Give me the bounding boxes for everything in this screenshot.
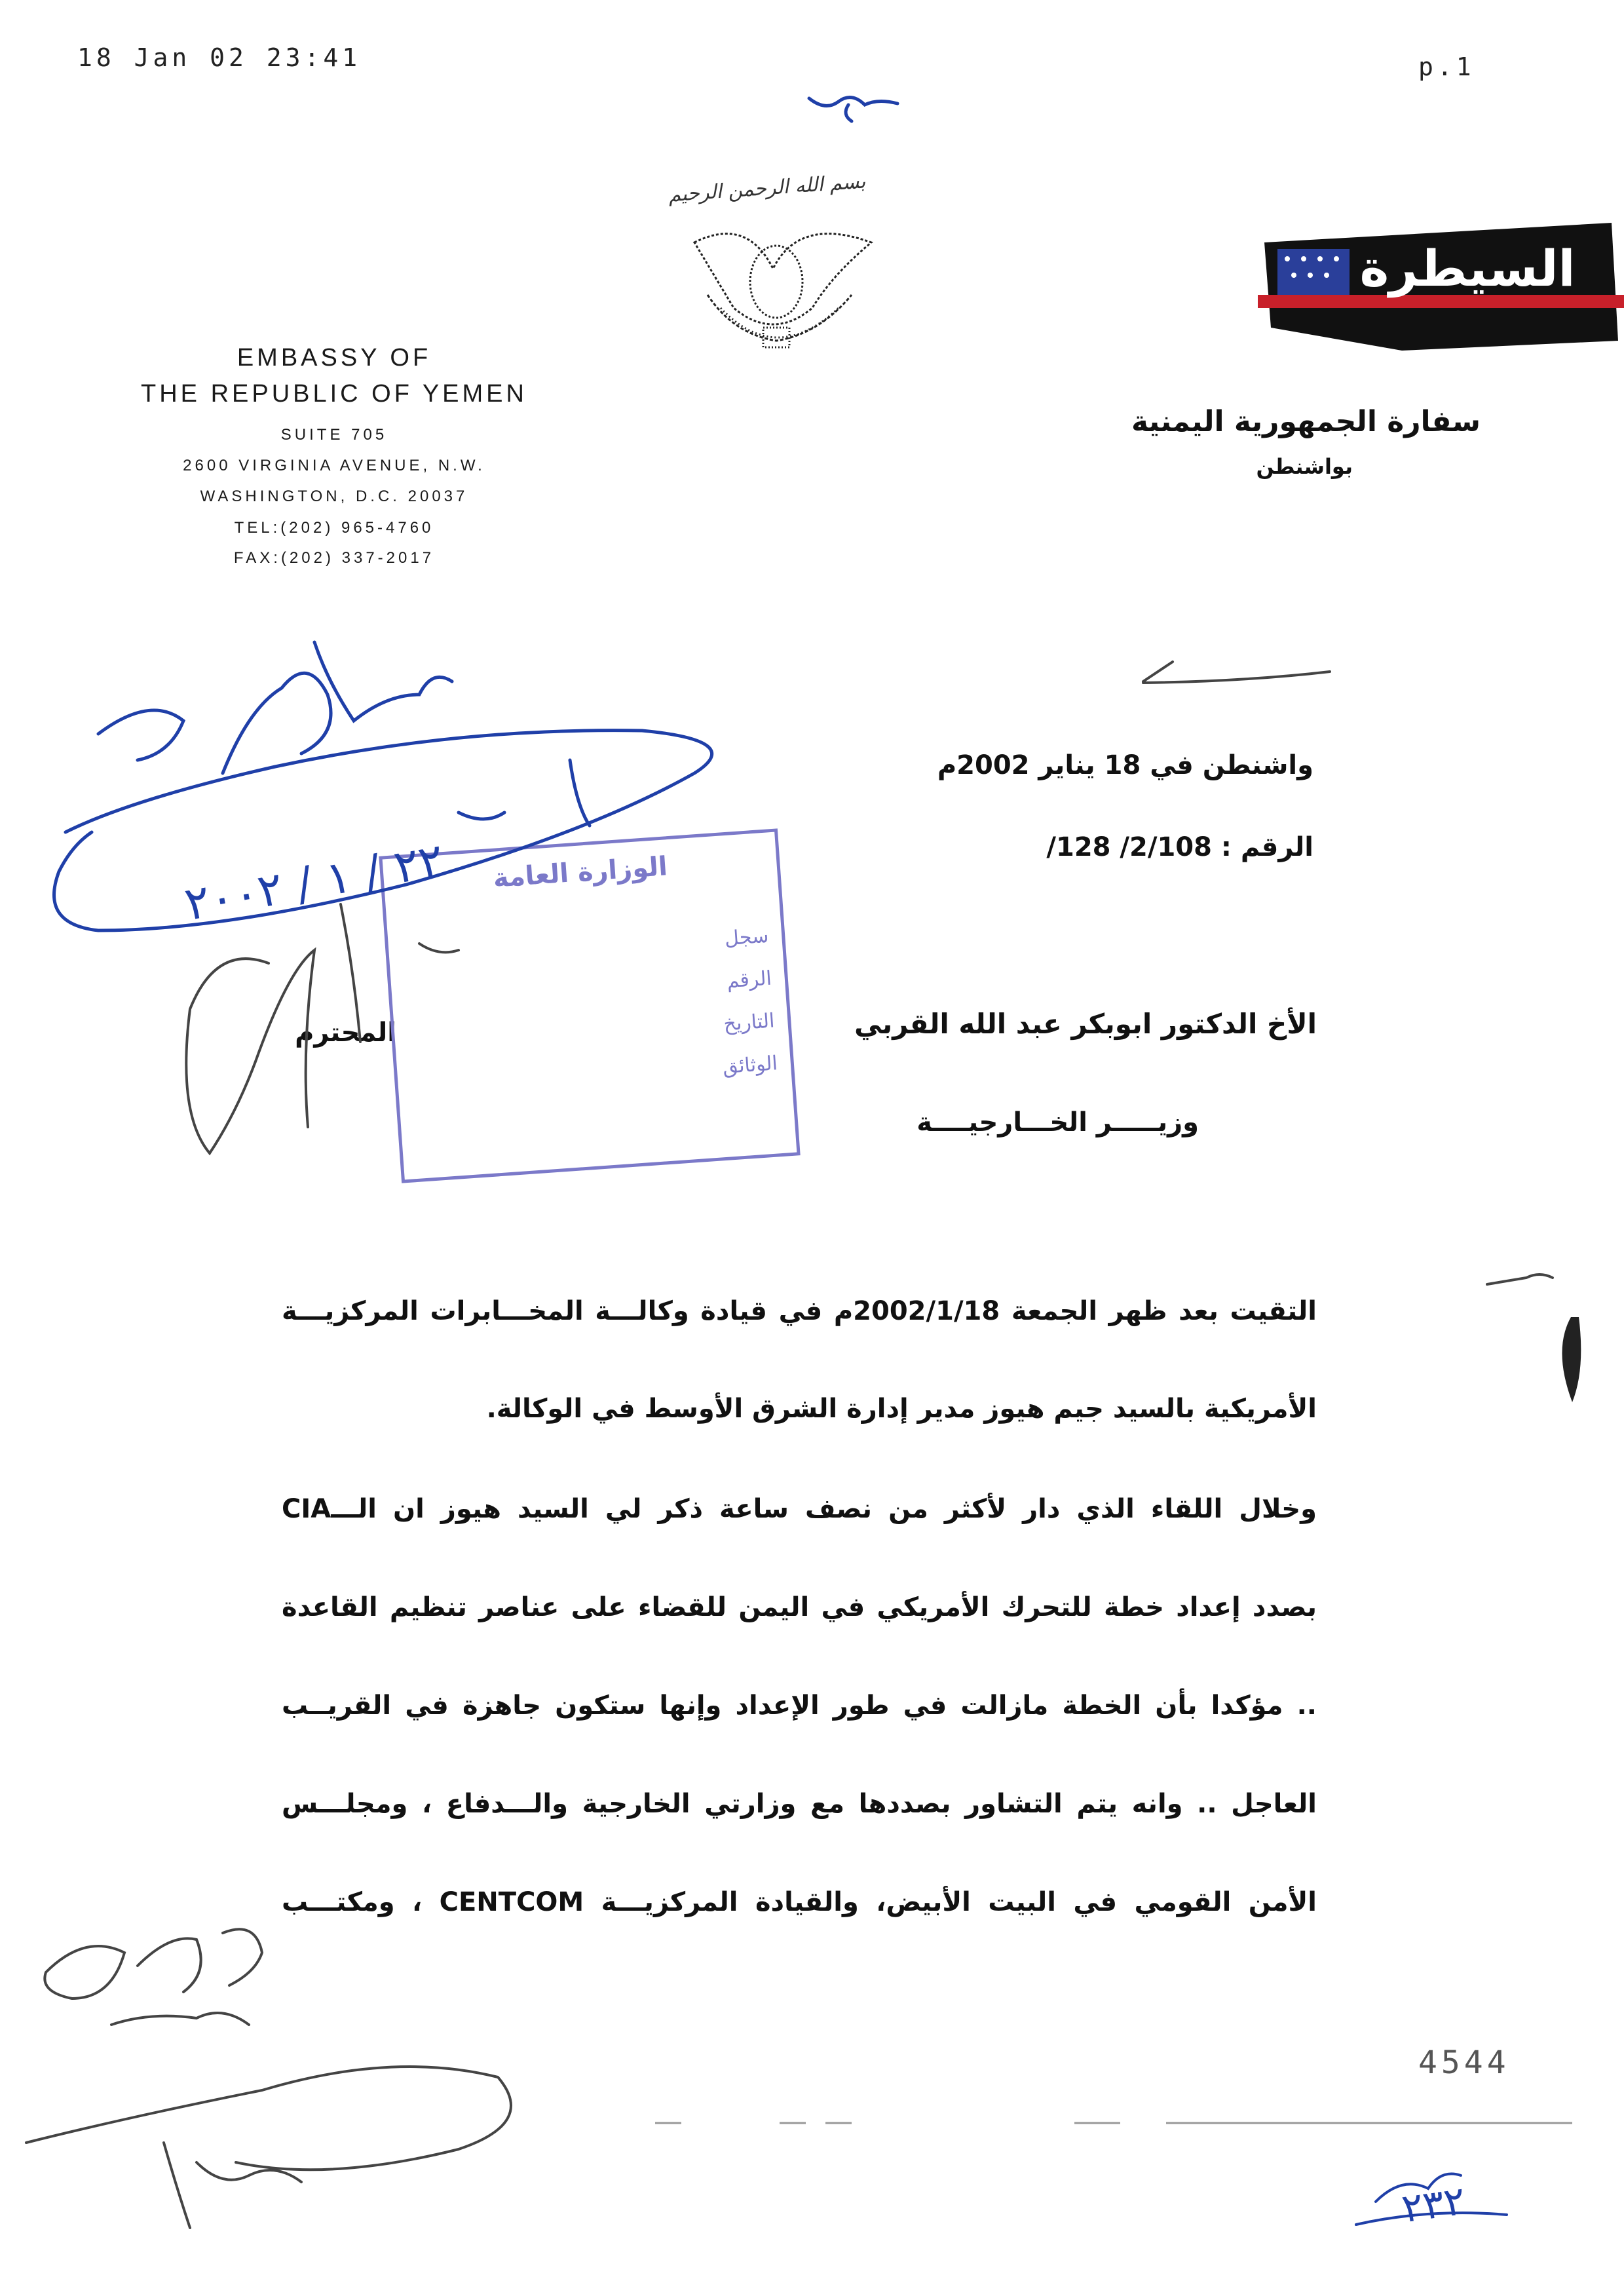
bottom-ink-note: ٢٣٢	[1399, 2177, 1469, 2232]
body-line: .. مؤكدا بأن الخطة مازالت في طور الإعداد وإنها ستكون جاهزة في القريــب	[282, 1691, 1317, 1721]
letter-addressee: الأخ الدكتور ابوبكر عبد الله القربي	[854, 1008, 1317, 1040]
watermark-logo	[1258, 216, 1624, 354]
embassy-name-line2: THE REPUBLIC OF YEMEN	[141, 380, 527, 408]
fax-timestamp: 18 Jan 02 23:41	[77, 43, 362, 72]
embassy-name-line1: EMBASSY OF	[236, 344, 432, 372]
stamp-label: الوثائق	[721, 1052, 779, 1079]
fax-page-number: p.1	[1418, 52, 1475, 81]
stamp-label: سجل	[723, 924, 770, 951]
body-line: التقيت بعد ظهر الجمعة 2002/1/18م في قيادة وكالـــة المخـــابرات المركزيـــة	[282, 1296, 1317, 1326]
letter-reference: الرقم : 2/108/ 128/	[1046, 832, 1313, 862]
body-line: الأمن القومي في البيت الأبيض، والقيادة المركزيـــة CENTCOM ، ومكتـــب	[282, 1887, 1317, 1917]
letter-date: واشنطن في 18 يناير 2002م	[937, 750, 1313, 780]
stamp-label: الرقم	[726, 966, 772, 993]
body-line: بصدد إعداد خطة للتحرك الأمريكي في اليمن للقضاء على عناصر تنظيم القاعدة	[282, 1592, 1317, 1622]
embassy-tel: TEL:(202) 965-4760	[234, 519, 434, 537]
margin-date-annotation: ٢٢ / ١ / ٢٠٠٢	[180, 832, 448, 932]
basmala: بسم الله الرحمن الرحيم	[668, 170, 867, 207]
embassy-street: 2600 VIRGINIA AVENUE, N.W.	[183, 457, 485, 474]
body-line: العاجل .. وانه يتم التشاور بصددها مع وزارتي الخارجية والـــدفاع ، ومجلـــس	[282, 1789, 1317, 1819]
letter-honorific: المحترم	[295, 1018, 396, 1048]
letter-addressee-title: وزيـــــر الخـــارجيــــة	[916, 1107, 1199, 1138]
body-line: وخلال اللقاء الذي دار لأكثر من نصف ساعة ذكر لي السيد هيوز ان الـــCIA	[282, 1494, 1317, 1524]
embassy-city: WASHINGTON, D.C. 20037	[200, 488, 468, 505]
embassy-suite: SUITE 705	[280, 426, 388, 444]
stamp-header: الوزارة العامة	[492, 851, 669, 894]
body-line: الأمريكية بالسيد جيم هيوز مدير إدارة الشرق الأوسط في الوكالة.	[486, 1394, 1317, 1424]
stamp-label: التاريخ	[723, 1009, 776, 1036]
watermark-text: السيطرة	[1359, 239, 1576, 297]
page-number: 4544	[1418, 2044, 1510, 2081]
embassy-name-ar: سفارة الجمهورية اليمنية	[1131, 405, 1481, 438]
embassy-fax: FAX:(202) 337-2017	[233, 549, 435, 567]
embassy-city-ar: بواشنطن	[1256, 454, 1353, 479]
